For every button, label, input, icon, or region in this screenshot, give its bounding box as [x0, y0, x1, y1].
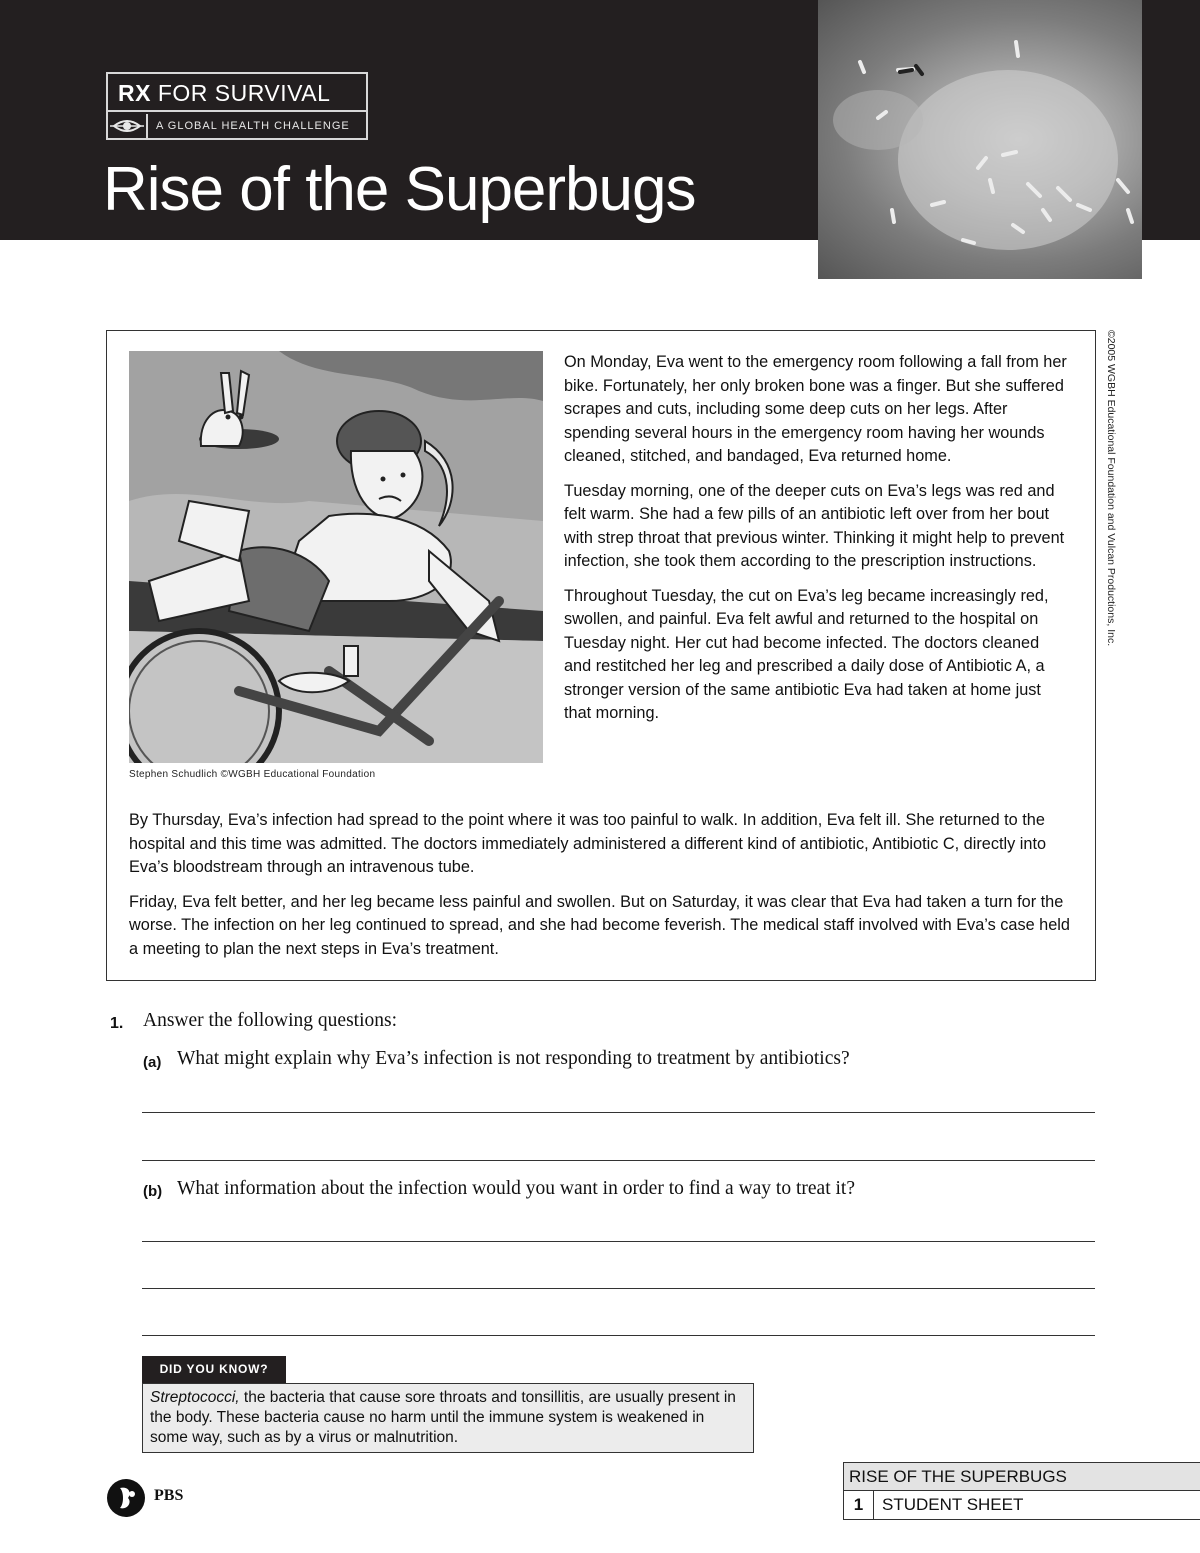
eye-icon: [108, 114, 148, 138]
story-right-column: [564, 351, 1069, 737]
copyright-text: ©2005 WGBH Educational Foundation and Vulcan Productions, Inc.: [1105, 330, 1117, 647]
question-a-text: What might explain why Eva’s infection is not responding to treatment by antibiotics?: [177, 1048, 850, 1069]
answer-line-b-1[interactable]: [142, 1241, 1095, 1242]
answer-line-b-3[interactable]: [142, 1335, 1095, 1336]
copyright-notice: [1104, 330, 1118, 730]
question-number: 1.: [110, 1015, 124, 1032]
pbs-logo-icon: [106, 1478, 150, 1518]
did-you-know-term: Streptococci,: [150, 1389, 240, 1406]
bike-accident-illustration: [129, 351, 543, 763]
page-title: Rise of the Superbugs: [103, 155, 696, 224]
footer-sheet-type: STUDENT SHEET: [882, 1495, 1024, 1514]
story-paragraph: By Thursday, Eva’s infection had spread to the point where it was too painful to walk. In addition, Eva felt ill. She returned to the hospital and this time was admitted. The doctors immediately administered a different kind of antibiotic, Antibiotic C, directly into Eva’s bloodstream through an intravenous tube.: [129, 811, 1047, 876]
story-paragraph: Friday, Eva felt better, and her leg became less painful and swollen. But on Saturday, it was clear that Eva had taken a turn for the worse. The infection on her leg continued to spread, and she had become feverish. The medical staff involved with Eva’s case held a meeting to plan the next steps in Eva’s treatment.: [129, 892, 1070, 958]
did-you-know-text: the bacteria that cause sore throats and tonsillitis, are usually present in the body. These bacteria cause no harm until the immune system is weakened in some way, such as by a virus or malnutrition.: [150, 1389, 736, 1446]
answer-line-a-2[interactable]: [142, 1160, 1095, 1161]
bacteria-micrograph: [818, 0, 1142, 279]
story-paragraph: On Monday, Eva went to the emergency room following a fall from her bike. Fortunately, her only broken bone was a finger. But she suffered scrapes and cuts, including some deep cuts on her legs. After spending several hours in the emergency room having her wounds cleaned, stitched, and bandaged, Eva returned home.: [564, 353, 1067, 465]
did-you-know-label: DID YOU KNOW?: [142, 1356, 286, 1383]
footer-sheet-number: 1: [844, 1491, 874, 1519]
illustration-credit: Stephen Schudlich ©WGBH Educational Foundation: [129, 769, 376, 780]
footer-sheet-label: [843, 1462, 1200, 1520]
footer-title: RISE OF THE SUPERBUGS: [844, 1463, 1200, 1491]
answer-line-b-2[interactable]: [142, 1288, 1095, 1289]
question-prompt: Answer the following questions:: [143, 1010, 398, 1031]
story-paragraph: Tuesday morning, one of the deeper cuts on Eva’s legs was red and felt warm. She had a few pills of an antibiotic left over from her bout with strep throat that previous winter. Thinking it might help to prevent infection, she took them according to the prescription instructions.: [564, 481, 1065, 570]
question-b-text: What information about the infection would you want in order to find a way to treat it?: [177, 1178, 855, 1199]
logo-subtitle: A GLOBAL HEALTH CHALLENGE: [156, 120, 350, 132]
logo-rest-text: FOR SURVIVAL: [157, 80, 331, 106]
did-you-know-box: [142, 1383, 754, 1453]
logo-bold-text: RX: [118, 80, 151, 106]
question-b-letter: (b): [143, 1183, 163, 1200]
story-full-width-text: [129, 809, 1074, 972]
pbs-text: PBS: [154, 1487, 184, 1504]
answer-line-a-1[interactable]: [142, 1112, 1095, 1113]
rx-for-survival-logo: [106, 72, 368, 140]
story-box: [106, 330, 1096, 981]
question-a-letter: (a): [143, 1054, 162, 1071]
story-paragraph: Throughout Tuesday, the cut on Eva’s leg became increasingly red, swollen, and painful. Eva felt awful and returned to the hospital on Tuesday night. Her cut had become infected. The doctors cleaned and restitched her leg and prescribed a daily dose of Antibiotic A, a stronger version of the same antibiotic Eva had taken at home just that morning.: [564, 586, 1049, 722]
